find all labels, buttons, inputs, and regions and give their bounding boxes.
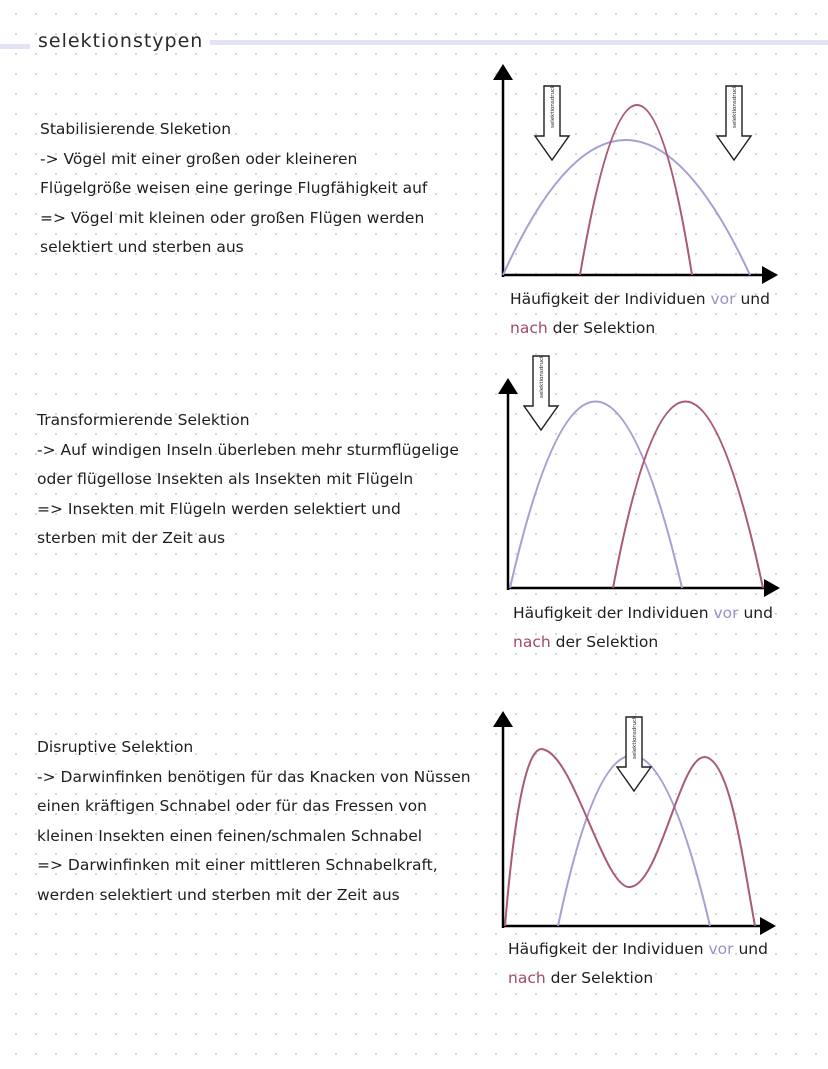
text-line: => Vögel mit kleinen oder großen Flügen werden	[40, 208, 425, 227]
curve-before-selection	[503, 140, 750, 275]
graph-caption: Häufigkeit der Individuen vor und nach der Selektion	[510, 290, 770, 337]
pressure-label: selektionsdruck	[732, 84, 738, 128]
text-line: Flügelgröße weisen eine geringe Flugfähigkeit auf	[40, 179, 428, 197]
section-heading: Transformierende Selektion	[37, 411, 250, 429]
text-line: -> Darwinfinken benötigen für das Knacken von Nüssen	[37, 767, 471, 786]
selection-pressure-arrow	[524, 354, 558, 430]
caption-nach: nach	[510, 319, 548, 337]
caption-vor: vor	[710, 290, 736, 308]
disruptive-selection-graph	[490, 705, 790, 940]
curve-after-selection	[580, 105, 692, 275]
text-line: einen kräftigen Schnabel oder für das Fressen von	[37, 797, 427, 815]
section-heading: Disruptive Selektion	[37, 738, 194, 756]
y-axis-arrowhead	[493, 64, 513, 80]
x-axis-arrowhead	[762, 266, 778, 284]
selection-pressure-arrow	[617, 715, 651, 791]
text-line: selektiert und sterben aus	[40, 238, 244, 256]
text-line: kleinen Insekten einen feinen/schmalen Schnabel	[37, 826, 423, 845]
text-line: sterben mit der Zeit aus	[37, 529, 226, 547]
x-axis-arrowhead	[764, 579, 780, 597]
caption-vor: vor	[708, 940, 734, 958]
caption-nach: nach	[508, 969, 546, 987]
y-axis-arrowhead	[498, 378, 518, 394]
stabilizing-selection-graph	[490, 60, 790, 285]
text-line: werden selektiert und sterben mit der Zeit aus	[37, 885, 400, 904]
curve-after-selection	[613, 402, 763, 589]
text-line: => Insekten mit Flügeln werden selektiert und	[37, 499, 401, 518]
text-line: oder flügellose Insekten als Insekten mit Flügeln	[37, 470, 414, 488]
y-axis-arrowhead	[493, 711, 513, 727]
caption-nach: nach	[513, 633, 551, 651]
page-title: selektionstypen	[38, 30, 204, 52]
title-underline-left	[0, 44, 30, 49]
section-disruptive-text	[37, 733, 471, 910]
pressure-label: selektionsdruck	[632, 715, 638, 759]
caption-vor: vor	[713, 604, 739, 622]
title-underline-right	[210, 40, 828, 45]
text-line: => Darwinfinken mit einer mittleren Schnabelkraft,	[37, 856, 438, 874]
text-line: -> Vögel mit einer großen oder kleineren	[40, 149, 358, 168]
directional-selection-graph	[495, 350, 795, 600]
text-line: -> Auf windigen Inseln überleben mehr sturmflügelige	[37, 440, 459, 459]
pressure-label: selektionsdruck	[550, 84, 556, 128]
graph-caption: Häufigkeit der Individuen vor und nach der Selektion	[513, 604, 773, 651]
section-directional-text	[37, 406, 459, 554]
section-heading: Stabilisierende Sleketion	[40, 120, 232, 138]
graph-caption: Häufigkeit der Individuen vor und nach der Selektion	[508, 940, 768, 987]
x-axis-arrowhead	[760, 917, 776, 935]
selection-pressure-arrow-right	[717, 84, 751, 160]
section-stabilizing-text	[40, 115, 427, 263]
pressure-label: selektionsdruck	[539, 354, 545, 398]
selection-pressure-arrow-left	[535, 84, 569, 160]
